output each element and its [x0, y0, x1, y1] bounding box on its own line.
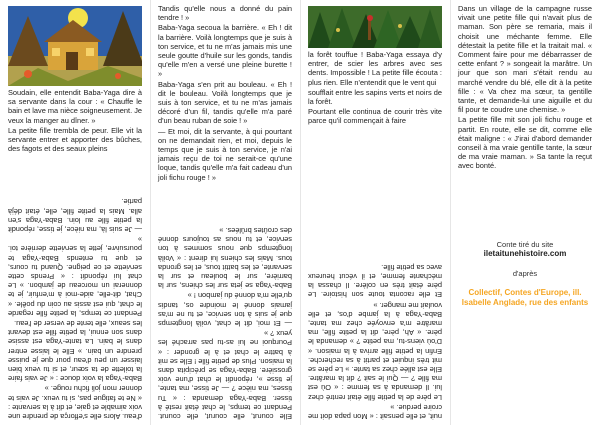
- paragraph: la forêt touffue ! Baba-Yaga essaya d'y entrer, de scier les arbres avec ses dents. Impossible ! La petite fille écouta : plus rien. Elle n'entendit que le vent qui: [308, 50, 442, 87]
- panel-1: [0, 0, 150, 425]
- paragraph: — Je suis là, ma nièce, je tisse, répondit la petite fille au loin. Baba-Yaga s'en alla. Mais la petite fille, elle, était déjà partie.: [8, 197, 142, 234]
- paragraph: Baba-Yaga secoua la barrière. « Eh ! dit la barrière. Voilà longtemps que je suis à ton service, et tu ne m'as jamais mis une seule goutte d'huile sur les gonds, tandis qu'elle m'en a versé une pleine burette ! »: [158, 23, 292, 79]
- credit-site-name: iletaitunehistoire.com: [483, 249, 567, 258]
- paragraph: Elle courut, elle courut, elle courut. Pendant ce temps, le chat était resté à tisser. Baba-Yaga demanda : « Tu tisses, ma nièce ? — Je tisse, ma tante, je tisse », répondit le chat d'une voix grossière. Baba-Yaga se précipita dans la maison. Plus de petite fille ! Elle se mit à battre le chat et à le gronder : « Pourquoi ne lui as-tu pas arraché les yeux ? »: [158, 329, 292, 421]
- paragraph: Dans un village de la campagne russe vivait une petite fille qui n'avait plus de maman. Son père se remaria, mais il choisit une méchante femme. Elle détestait la petite fille et la traitait mal. « Comment faire pour me débarrasser de cette enfant ? » songeait la marâtre. Un jour que son mari s'était rendu au marché vendre du blé, elle dit à la petite fille : « Va chez ma sœur, ta gentille tante, et demande-lui une aiguille et du fil pour te coudre une chemise. »: [458, 4, 592, 115]
- paragraph: Baba-Yaga la voix douce : « Je vais faire la toilette de ta sœur, et si tu veux bien laisser un peu d'eau pour que je puisse prendre un bain. » Elle le laisse entrer dans le bain. La tante-Yaga est assise dans son ennui, la petite fille est devant les seaux, elle tente de verser de l'eau.: [8, 318, 142, 384]
- paragraph: soufflait entre les sapins verts et noirs de la forêt.: [308, 87, 442, 107]
- house-in-forest-illustration: [8, 6, 142, 86]
- paragraph: Pourtant elle continua de courir très vite parce qu'il commençait à faire: [308, 107, 442, 126]
- panel-3: [300, 0, 450, 425]
- panel-2-top: [150, 0, 300, 212]
- paragraph: Baba-Yaga s'en prit au bouleau. « Eh ! dit le bouleau. Voilà longtemps que je suis à ton service, et tu ne m'as jamais décoré d'un fil, tandis qu'elle m'a paré d'un beau ruban de soie ! »: [158, 79, 292, 126]
- credit-book-reference: Collectif, Contes d'Europe, ill. Isabelle Anglade, rue des enfants: [461, 288, 589, 307]
- panel-3-top: [300, 0, 450, 212]
- credits-block: [450, 212, 600, 425]
- panel-1-bottom-inverted: [0, 197, 150, 425]
- paragraph: Tandis qu'elle nous a donné du pain tendre ! »: [158, 4, 292, 23]
- credit-after-label: d'après: [512, 269, 538, 278]
- paragraph: La petite fille trembla de peur. Elle vit la servante entrer et apporter des bûches, des fagots et des seaux pleins: [8, 125, 142, 154]
- paragraph: Et elle raconta toute son histoire. Le père était très en colère. Il chassa la méchante femme, et il vécut heureux avec sa petite fille.: [308, 262, 442, 300]
- paragraph: Baba-Yaga se jeta sur les chiens, sur la barrière, sur le bouleau et sur la servante, et les battit tous, et les gronda tous. Mais les chiens lui dirent : « Voilà longtemps que nous sommes à ton service, et tu nous as toujours donné des croûtes brûlées. »: [158, 225, 292, 291]
- panel-4: [450, 0, 600, 425]
- panel-2: [150, 0, 300, 425]
- dense-forest-illustration: [308, 6, 442, 48]
- panel-2-bottom-inverted: [150, 212, 300, 425]
- paragraph: La petite fille mit son joli fichu rouge et partit. En route, elle se dit, comme elle était maligne : « J'irai d'abord demander conseil à ma vraie gentille tante, la sœur de ma vraie maman. » Sa tante la reçut avec bonté.: [458, 115, 592, 171]
- credit-source-label: Conte tiré du site: [496, 240, 554, 249]
- panel-3-bottom-inverted: [300, 212, 450, 425]
- paragraph: nuit, et elle pensait : « Mon papa doit me croire perdue. »: [308, 402, 442, 421]
- panel-1-top: [0, 0, 150, 212]
- paragraph: Pendant ce temps, la petite fille regarde le chat, qui est assis au coin du poêle. « Chat, dit-elle, aide-moi à m'enfuir, je te donnerai un morceau de jambon. » Le chat lui répondit : « Prends cette serviette et ce peigne. Quand tu cours, et que tu entends Baba-Yaga te poursuivre, jette la serviette derrière toi. »: [8, 235, 142, 318]
- paragraph: Soudain, elle entendit Baba-Yaga dire à sa servante dans la cour : « Chauffe le bain et lave ma nièce soigneusement. Je veux la manger au dîner. »: [8, 88, 142, 125]
- paragraph: — Et moi, dit la servante, à qui pourtant on ne demandait rien, et moi, depuis le temps que je suis à ton service, je n'ai jamais reçu de toi ne serait-ce qu'une loque, tandis qu'elle m'a fait cadeau d'un joli fichu rouge ! »: [158, 126, 292, 182]
- paragraph: d'eau. Alors elle s'efforça de prendre une voix aimable et gaie, et dit à la servante : « Ne te fatigue pas, si tu veux. Je vais te donner mon joli fichu rouge. »: [8, 384, 142, 421]
- paragraph: — Et moi, dit le chat, voilà longtemps que je suis à ton service, et tu ne m'as jamais donné le moindre os, tandis qu'elle m'a donné du jambon ! »: [158, 291, 292, 328]
- panel-4-top: [450, 0, 600, 212]
- paragraph: Le père de la petite fille était rentré chez lui. Il demanda à sa femme : « Où est ma fille ? — Qui le sait ? dit la marâtre. Elle est allée chez sa tante. » Le père se mit très inquiet et partit à sa recherche. Enfin la petite fille arriva à la maison. « D'où viens-tu, ma petite ? » demanda le père. « Ah, père, dit la petite fille, ma marâtre m'a envoyée chez ma tante, Baba-Yaga à la jambe d'os, et elle voulait me manger. »: [308, 300, 442, 402]
